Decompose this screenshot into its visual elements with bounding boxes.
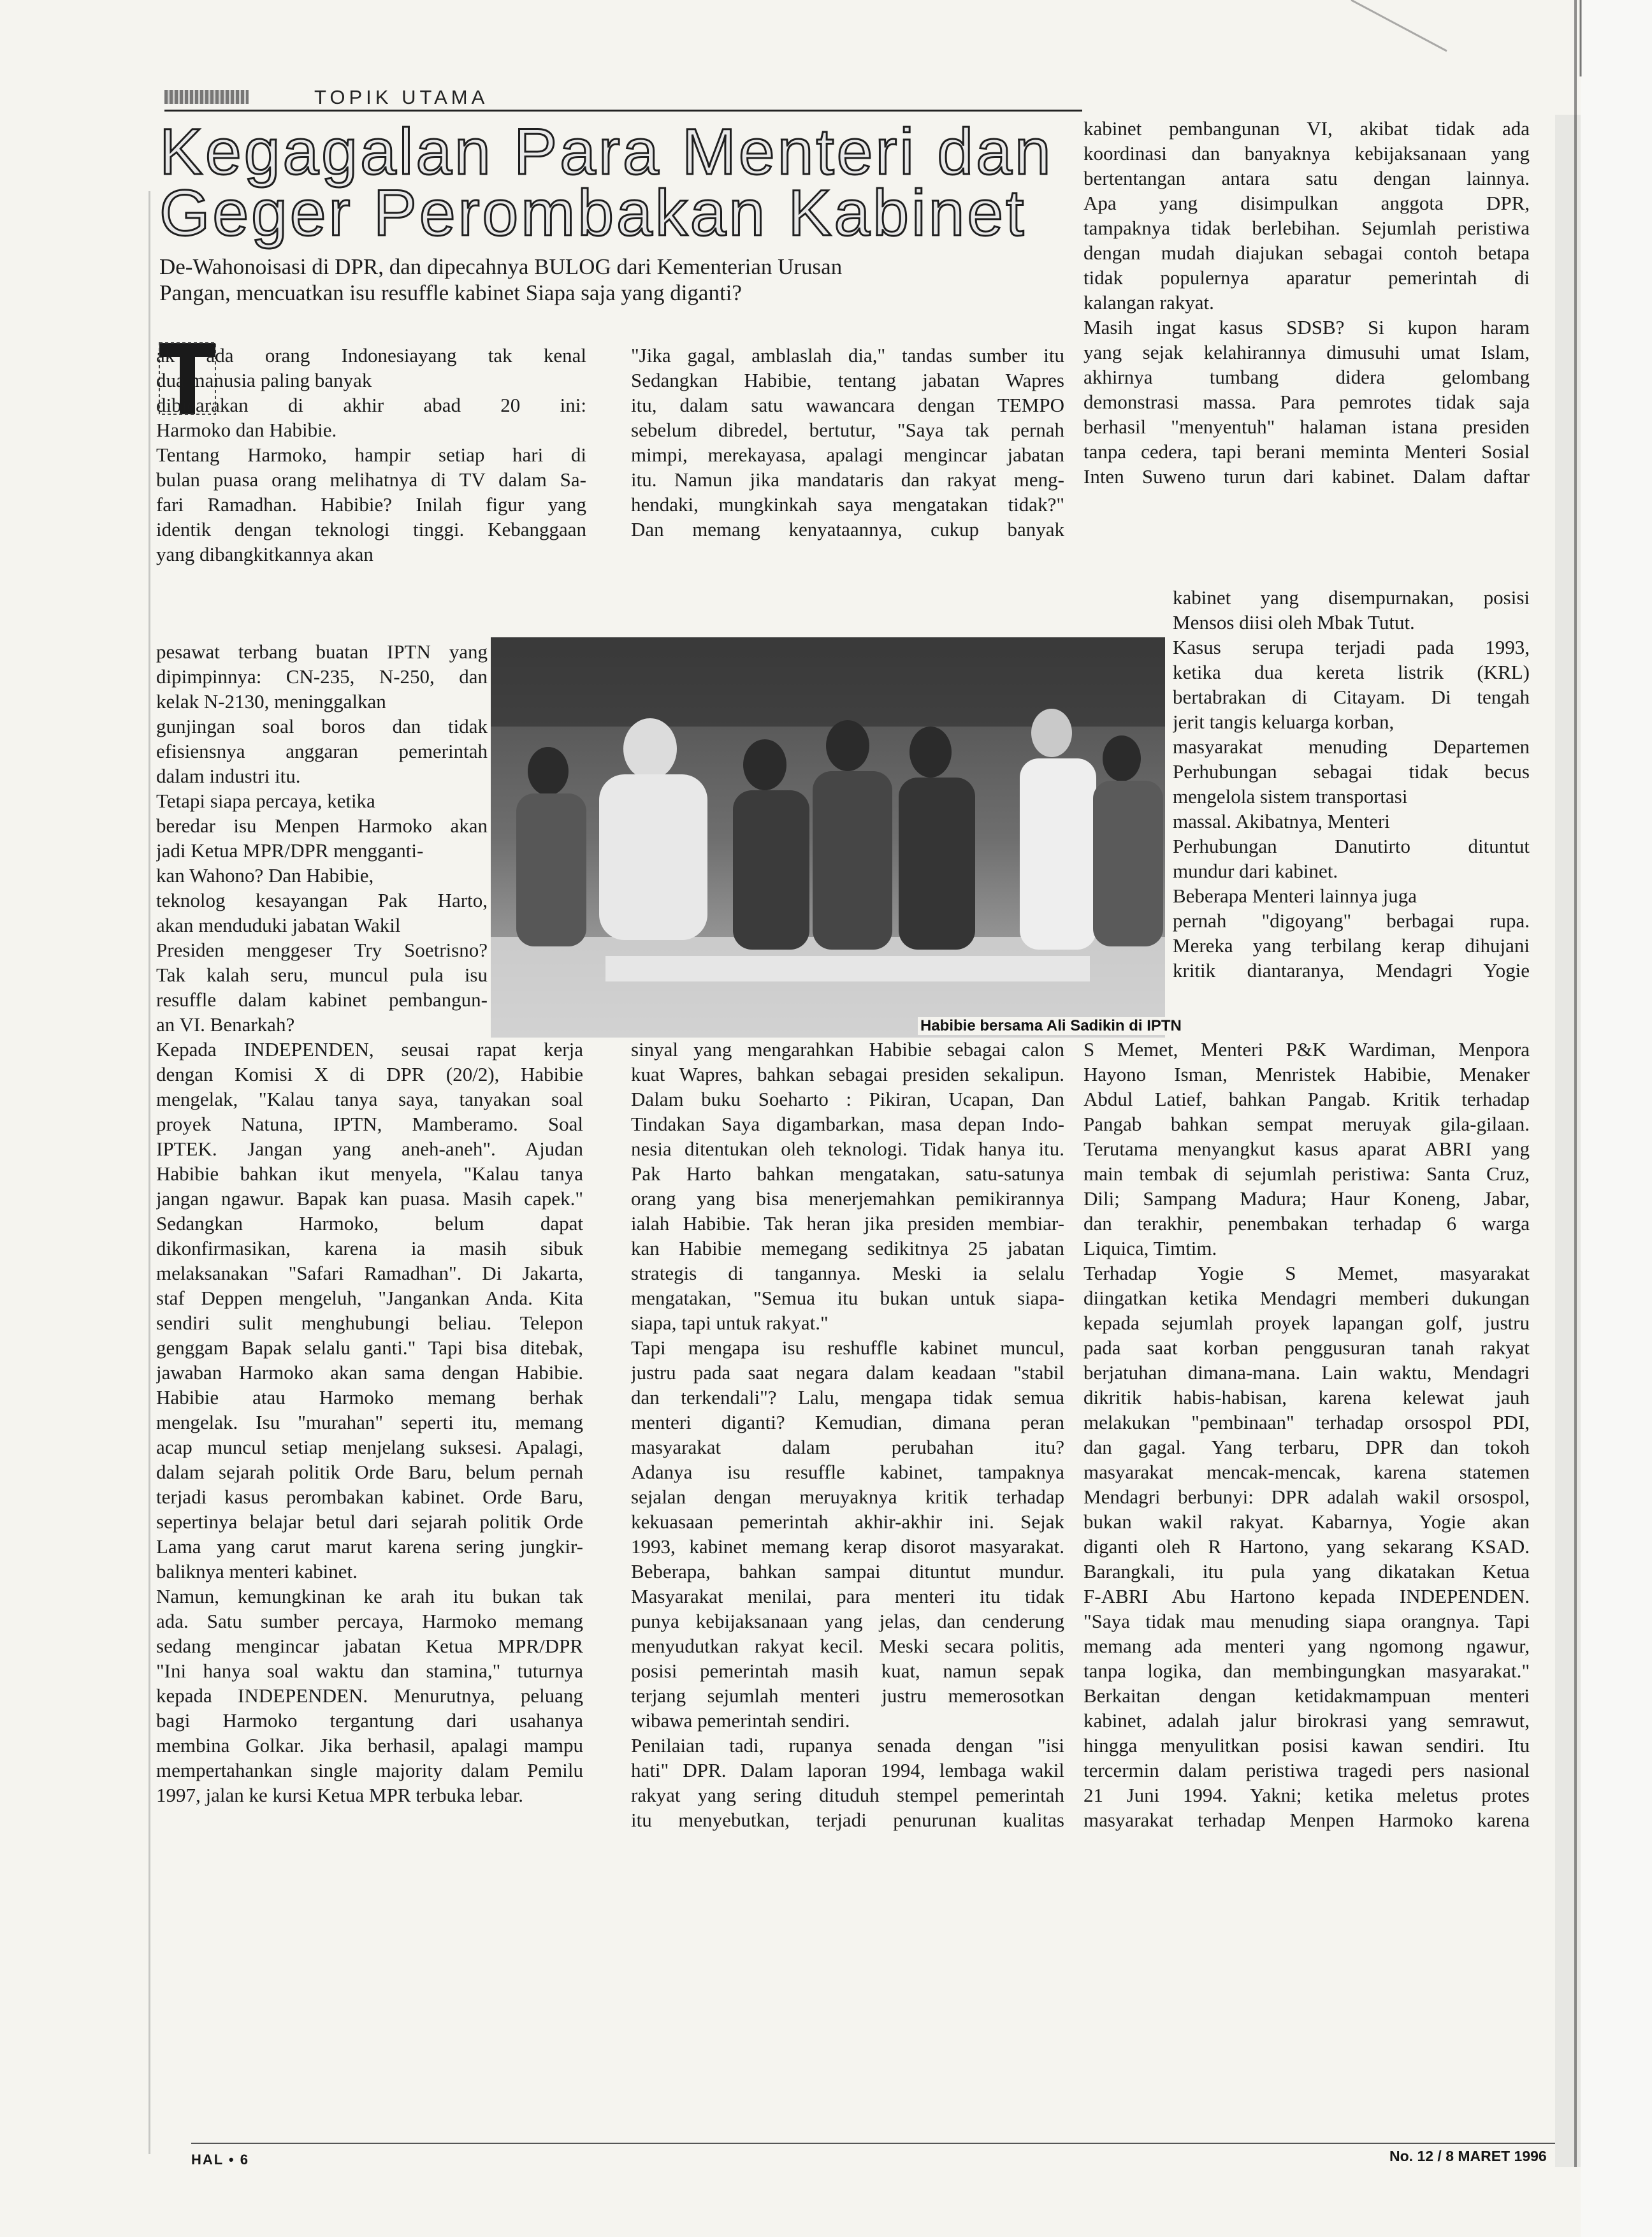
column-2-top [631,343,1064,542]
text-line: akhirnya tumbang didera gelombang [1083,366,1530,388]
text-line: staf Deppen mengeluh, "Jangankan Anda. Kita [156,1287,583,1309]
text-line: orang yang bisa menerjemahkan pemikirannya [631,1187,1064,1210]
deck-line-1: De-Wahonoisasi di DPR, dan dipecahnya BULOG dari Kementerian Urusan [159,254,843,279]
text-line: yang dibangkitkannya akan [156,543,373,565]
text-line: masyarakat menuding Departemen [1173,735,1530,758]
text-line: 1997, jalan ke kursi Ketua MPR terbuka lebar. [156,1784,523,1806]
text-line: dipimpinnya: CN-235, N-250, dan [156,665,488,688]
text-line: Habibie bahkan ikut menyela, "Kalau tanya [156,1162,583,1185]
article-headline [159,115,1077,249]
text-line: masyarakat dalam perubahan itu? [631,1436,1064,1458]
column-3-bottom [1083,1037,1530,1832]
footer-rule [191,2143,1555,2144]
photo-caption: Habibie bersama Ali Sadikin di IPTN [918,1017,1184,1035]
text-line: Pangab bahkan sempat meruyak gila-gilaan. [1083,1113,1530,1135]
text-line: tercermin dalam peristiwa tragedi pers nasional [1083,1759,1530,1781]
issue-info: No. 12 / 8 MARET 1996 [1389,2148,1547,2164]
headline-line-1: Kegagalan Para Menteri dan [159,115,1054,188]
text-line: Penilaian tadi, rupanya senada dengan "isi [631,1734,1064,1756]
text-line: diganti oleh R Hartono, yang sekarang KSAD. [1083,1535,1530,1558]
text-line: Berkaitan dengan ketidakmampuan menteri [1083,1684,1530,1707]
text-line: tanpa cedera, tapi berani meminta Menteri Sosial [1083,440,1530,463]
text-line: bagi Harmoko tergantung dari usahanya [156,1709,583,1732]
text-line: Tak kalah seru, muncul pula isu [156,964,488,986]
text-line: hingga menyulitkan posisi kawan sendiri. Itu [1083,1734,1530,1756]
text-line: fari Ramadhan. Habibie? Inilah figur yang [156,493,586,516]
text-line: dalam sejarah politik Orde Baru, belum pernah [156,1461,583,1483]
text-line: bukan wakil rakyat. Kabarnya, Yogie akan [1083,1510,1530,1533]
text-line: mengatakan, "Semua itu bukan untuk siapa- [631,1287,1064,1309]
section-rule [164,110,1082,112]
section-logo [164,90,249,104]
text-line: Terhadap Yogie S Memet, masyarakat [1083,1262,1530,1284]
text-line: Hayono Isman, Menristek Habibie, Menaker [1083,1063,1530,1085]
section-label: TOPIK UTAMA [314,86,489,108]
text-line: pesawat terbang buatan IPTN yang [156,641,488,663]
text-line: beredar isu Menpen Harmoko akan [156,814,488,837]
text-line: Mensos diisi oleh Mbak Tutut. [1173,611,1415,633]
text-line: ak ada orang Indonesiayang tak kenal [156,344,586,366]
text-line: Sedangkan Habibie, tentang jabatan Wapres [631,369,1064,391]
text-line: pernah "digoyang" berbagai rupa. [1173,909,1530,932]
column-1-top [156,343,586,567]
text-line: sejalan dengan meruyaknya kritik terhadap [631,1486,1064,1508]
column-1-bottom [156,1037,583,1807]
text-line: kan Wahono? Dan Habibie, [156,864,374,887]
text-line: yang sejak kelahirannya dimusuhi umat Islam, [1083,341,1530,363]
text-line: membina Golkar. Jika berhasil, apalagi mampu [156,1734,583,1756]
article-deck [159,254,1077,306]
text-line: Mereka yang terbilang kerap dihujani [1173,934,1530,957]
text-line: F-ABRI Abu Hartono kepada INDEPENDEN. [1083,1585,1530,1607]
text-line: kabinet, adalah jalur birokrasi yang semrawut, [1083,1709,1530,1732]
text-line: gunjingan soal boros dan tidak [156,715,488,737]
text-line: memang ada menteri yang ngomong ngawur, [1083,1635,1530,1657]
text-line: Dan memang kenyataannya, cukup banyak [631,518,1064,540]
text-line: dua manusia paling banyak [156,369,372,391]
text-line: ketika dua kereta listrik (KRL) [1173,661,1530,683]
text-line: kuat Wapres, bahkan sebagai presiden sekalipun. [631,1063,1064,1085]
text-line: Perhubungan sebagai tidak becus [1173,760,1530,783]
text-line: kalangan rakyat. [1083,291,1214,314]
text-line: hendaki, mungkinkah saya mengatakan tidak?" [631,493,1064,516]
article-photo [491,637,1165,1038]
text-line: jerit tangis keluarga korban, [1173,711,1395,733]
text-line: pada saat korban penggusuran tanah rakyat [1083,1336,1530,1359]
text-line: ialah Habibie. Tak heran jika presiden membiar- [631,1212,1064,1234]
text-line: masyarakat terhadap Menpen Harmoko karena [1083,1809,1530,1831]
text-line: hati" DPR. Dalam laporan 1994, lembaga wakil [631,1759,1064,1781]
text-line: teknolog kesayangan Pak Harto, [156,889,488,911]
text-line: Perhubungan Danutirto dituntut [1173,835,1530,857]
text-line: Barangkali, itu pula yang dikatakan Ketua [1083,1560,1530,1582]
text-line: nesia ditentukan oleh teknologi. Tidak hanya itu. [631,1138,1064,1160]
text-line: jangan ngawur. Bapak kan puasa. Masih capek." [156,1187,583,1210]
text-line: punya kebijaksanaan yang jelas, dan cenderung [631,1610,1064,1632]
text-line: Tentang Harmoko, hampir setiap hari di [156,444,586,466]
text-line: diingatkan ketika Mendagri memberi dukungan [1083,1287,1530,1309]
section-header [164,86,1076,112]
text-line: mengelak, "Kalau tanya saya, tanyakan soal [156,1088,583,1110]
text-line: Namun, kemungkinan ke arah itu bukan tak [156,1585,583,1607]
text-line: IPTEK. Jangan yang aneh-aneh". Ajudan [156,1138,583,1160]
text-line: dalam industri itu. [156,765,301,787]
text-line: mengelola sistem transportasi [1173,785,1408,807]
text-line: tanpa logika, dan membingungkan masyarakat." [1083,1660,1530,1682]
column-3-middle [1173,585,1530,983]
text-line: koordinasi dan banyaknya kebijaksanaan yang [1083,142,1530,164]
text-line: an VI. Benarkah? [156,1013,295,1036]
text-line: Abdul Latief, bahkan Pangab. Kritik terhadap [1083,1088,1530,1110]
column-2-bottom [631,1037,1064,1832]
text-line: main tembak di sejumlah peristiwa: Santa Cruz, [1083,1162,1530,1185]
text-line: rakyat yang sering dituduh stempel pemerintah [631,1784,1064,1806]
text-line: sinyal yang mengarahkan Habibie sebagai calon [631,1038,1064,1061]
text-line: ada. Satu sumber percaya, Harmoko memang [156,1610,583,1632]
text-line: Adanya isu resuffle kabinet, tampaknya [631,1461,1064,1483]
text-line: akan menduduki jabatan Wakil [156,914,401,936]
text-line: menteri diganti? Kemudian, dimana peran [631,1411,1064,1433]
text-line: dikritik habis-habisan, karena kelewat jauh [1083,1386,1530,1408]
text-line: jawaban Harmoko akan sama dengan Habibie. [156,1361,583,1384]
text-line: Liquica, Timtim. [1083,1237,1217,1259]
text-line: "Saya tidak mau menuding siapa orangnya. Tapi [1083,1610,1530,1632]
text-line: demonstrasi massa. Para pemrotes tidak saja [1083,391,1530,413]
text-line: dan terkendali"? Lalu, mengapa tidak semua [631,1386,1064,1408]
text-line: proyek Natuna, IPTN, Mamberamo. Soal [156,1113,583,1135]
text-line: kepada sejumlah proyek lapangan golf, justru [1083,1312,1530,1334]
text-line: jadi Ketua MPR/DPR mengganti- [156,839,424,862]
text-line: dan terakhir, penembakan terhadap 6 warga [1083,1212,1530,1234]
text-line: dengan mudah diajukan sebagai contoh betapa [1083,242,1530,264]
text-line: massal. Akibatnya, Menteri [1173,810,1390,832]
column-1-middle [156,639,488,1037]
text-line: acap muncul setiap menjelang suksesi. Apalagi, [156,1436,583,1458]
text-line: identik dengan teknologi tinggi. Kebanggaan [156,518,586,540]
text-line: dengan Komisi X di DPR (20/2), Habibie [156,1063,583,1085]
text-line: kekuasaan pemerintah akhir-akhir ini. Sejak [631,1510,1064,1533]
text-line: kritik diantaranya, Mendagri Yogie [1173,959,1530,981]
text-line: Mendagri berbunyi: DPR adalah wakil orsospol, [1083,1486,1530,1508]
text-line: wibawa pemerintah sendiri. [631,1709,850,1732]
text-line: sebelum dibredel, bertutur, "Saya tak pernah [631,419,1064,441]
text-line: kepada INDEPENDEN. Menurutnya, peluang [156,1684,583,1707]
text-line: Tindakan Saya digambarkan, masa depan Indo- [631,1113,1064,1135]
text-line: kan Habibie memegang sedikitnya 25 jabatan [631,1237,1064,1259]
text-line: tidak populernya aparatur pemerintah di [1083,266,1530,289]
text-line: berjatuhan dimana-mana. Lain waktu, Mendagri [1083,1361,1530,1384]
text-line: menyudutkan rakyat kecil. Meski secara politis, [631,1635,1064,1657]
text-line: Kasus serupa terjadi pada 1993, [1173,636,1530,658]
text-line: itu. Namun jika mandataris dan rakyat meng- [631,468,1064,491]
text-line: tampaknya tidak berlebihan. Sejumlah peristiwa [1083,217,1530,239]
text-line: berhasil "menyentuh" halaman istana presiden [1083,416,1530,438]
text-line: genggam Bapak selalu ganti." Tapi bisa ditebak, [156,1336,583,1359]
text-line: Lama yang carut marut karena sering jungkir- [156,1535,583,1558]
text-line: dikonfirmasikan, karena ia masih sibuk [156,1237,583,1259]
text-line: Tapi mengapa isu reshuffle kabinet muncul, [631,1336,1064,1359]
text-line: itu menyebutkan, terjadi penurunan kualitas [631,1809,1064,1831]
text-line: sendiri sulit menghubungi beliau. Telepon [156,1312,583,1334]
text-line: melaksanakan "Safari Ramadhan". Di Jakarta, [156,1262,583,1284]
text-line: kabinet yang disempurnakan, posisi [1173,586,1530,609]
text-line: kabinet pembangunan VI, akibat tidak ada [1083,117,1530,140]
text-line: Apa yang disimpulkan anggota DPR, [1083,192,1530,214]
page-number: HAL • 6 [191,2152,249,2168]
text-line: efisiensnya anggaran pemerintah [156,740,488,762]
text-line: justru pada saat negara dalam keadaan "stabil [631,1361,1064,1384]
text-line: Dili; Sampang Madura; Haur Koneng, Jabar, [1083,1187,1530,1210]
text-line: Sedangkan Harmoko, belum dapat [156,1212,583,1234]
text-line: strategis di tangannya. Meski ia selalu [631,1262,1064,1284]
text-line: mundur dari kabinet. [1173,860,1338,882]
photo-habibie-ipn-visit [491,637,1165,1038]
text-line: terjadi kasus perombakan kabinet. Orde Baru, [156,1486,583,1508]
text-line: sedang mengincar jabatan Ketua MPR/DPR [156,1635,583,1657]
text-line: S Memet, Menteri P&K Wardiman, Menpora [1083,1038,1530,1061]
text-line: dan gagal. Yang terbaru, DPR dan tokoh [1083,1436,1530,1458]
text-line: Beberapa, bahkan sampai dituntut mundur. [631,1560,1064,1582]
text-line: sepertinya belajar betul dari sejarah politik Orde [156,1510,583,1533]
text-line: 21 Juni 1994. Yakni; ketika meletus protes [1083,1784,1530,1806]
text-line: Pak Harto bahkan mengatakan, satu-satunya [631,1162,1064,1185]
text-line: Masyarakat menilai, para menteri itu tidak [631,1585,1064,1607]
text-line: Masih ingat kasus SDSB? Si kupon haram [1083,316,1530,338]
text-line: 1993, kabinet memang kerap disorot masyarakat. [631,1535,1064,1558]
text-line: melakukan "pembinaan" terhadap orsospol PDI, [1083,1411,1530,1433]
text-line: bertentangan antara satu dengan lainnya. [1083,167,1530,189]
text-line: baliknya menteri kabinet. [156,1560,358,1582]
text-line: Presiden menggeser Try Soetrisno? [156,939,488,961]
page-edge-right [1574,0,1577,2167]
text-line: mengelak. Isu "murahan" seperti itu, memang [156,1411,583,1433]
column-3-top [1083,116,1530,489]
headline-line-2: Geger Perombakan Kabinet [159,177,1027,249]
text-line: Tetapi siapa percaya, ketika [156,790,375,812]
deck-line-2: Pangan, mencuatkan isu resuffle kabinet Siapa saja yang diganti? [159,280,742,305]
text-line: "Jika gagal, amblaslah dia," tandas sumber itu [631,344,1064,366]
text-line: bulan puasa orang melihatnya di TV dalam Sa- [156,468,586,491]
text-line: kelak N-2130, meninggalkan [156,690,386,713]
text-line: Kepada INDEPENDEN, seusai rapat kerja [156,1038,583,1061]
text-line: posisi pemerintah masih kuat, namun sepak [631,1660,1064,1682]
text-line: Habibie atau Harmoko memang berhak [156,1386,583,1408]
text-line: Dalam buku Soeharto : Pikiran, Ucapan, Dan [631,1088,1064,1110]
page-edge-left [149,191,150,2154]
text-line: Terutama menyangkut kasus aparat ABRI yang [1083,1138,1530,1160]
text-line: Inten Suweno turun dari kabinet. Dalam daftar [1083,465,1530,488]
text-line: resuffle dalam kabinet pembangun- [156,988,488,1011]
text-line: siapa, tapi untuk rakyat." [631,1312,829,1334]
text-line: Harmoko dan Habibie. [156,419,337,441]
text-line: itu, dalam satu wawancara dengan TEMPO [631,394,1064,416]
text-line: bertabrakan di Citayam. Di tengah [1173,686,1530,708]
text-line: mempertahankan single majority dalam Pemilu [156,1759,583,1781]
text-line: masyarakat mencak-mencak, karena statemen [1083,1461,1530,1483]
text-line: dibicarakan di akhir abad 20 ini: [156,394,586,416]
text-line: terjang sejumlah menteri justru memerosotkan [631,1684,1064,1707]
text-line: Beberapa Menteri lainnya juga [1173,885,1417,907]
text-line: "Ini hanya soal waktu dan stamina," tuturnya [156,1660,583,1682]
text-line: mimpi, merekayasa, apalagi mengincar jabatan [631,444,1064,466]
